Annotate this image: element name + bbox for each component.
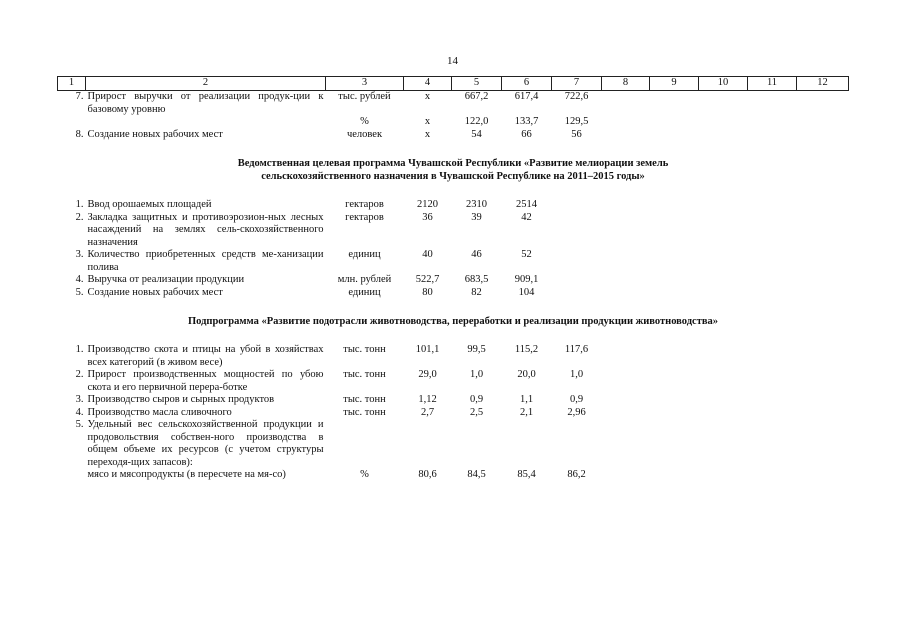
indicator-name: Количество приобретенных средств ме-ханизации полива: [87, 249, 324, 273]
empty-cell: [699, 407, 748, 420]
empty-cell: [650, 344, 699, 369]
value-cell: 2,96: [567, 406, 586, 418]
column-number-2: 2: [86, 77, 326, 91]
value-cell: 52: [521, 249, 532, 260]
indicators-table: [57, 76, 849, 482]
section-melioration-line2: сельскохозяйственного назначения в Чувашской Республике на 2011–2015 годы»: [261, 171, 645, 182]
empty-cell: [602, 469, 650, 482]
column-number-9: 9: [650, 77, 699, 91]
unit-of-measure: единиц: [348, 286, 381, 298]
value-cell: 86,2: [567, 469, 586, 480]
row-number: 4.: [75, 274, 84, 285]
row-number: [58, 469, 86, 482]
value-cell: [552, 419, 602, 469]
value-cell: 1,12: [418, 394, 437, 405]
unit-of-measure: гектаров: [345, 211, 384, 223]
value-cell: 40: [422, 249, 433, 260]
empty-cell: [699, 274, 748, 287]
section-melioration-title: [58, 153, 849, 187]
row-number: 1.: [75, 344, 84, 355]
empty-cell: [797, 249, 849, 274]
empty-cell: [748, 407, 797, 420]
empty-cell: [748, 369, 797, 394]
empty-cell: [650, 419, 699, 469]
indicator-name: [86, 116, 326, 129]
value-cell: 85,4: [517, 469, 536, 480]
section-livestock: [58, 311, 849, 332]
column-number-1: 1: [58, 77, 86, 91]
empty-cell: [699, 469, 748, 482]
empty-cell: [797, 129, 849, 142]
table-row: [58, 129, 849, 142]
empty-cell: [797, 287, 849, 300]
value-cell: 42: [521, 211, 532, 223]
column-number-row: [58, 77, 849, 91]
indicator-name: Выручка от реализации продукции: [87, 274, 245, 285]
value-cell: х: [424, 91, 431, 102]
empty-cell: [650, 287, 699, 300]
column-number-6: 6: [502, 77, 552, 91]
unit-of-measure: тыс. тонн: [343, 369, 386, 380]
value-cell: х: [424, 128, 431, 140]
unit-of-measure: тыс. тонн: [343, 394, 386, 405]
row-number: 3.: [75, 394, 84, 405]
row-number: 5.: [75, 419, 84, 430]
empty-cell: [699, 116, 748, 129]
value-cell: 29,0: [418, 369, 437, 380]
empty-cell: [602, 91, 650, 117]
value-cell: [552, 274, 602, 287]
indicator-name: Производство масла сливочного: [87, 406, 232, 418]
column-number-11: 11: [748, 77, 797, 91]
table-row: [58, 116, 849, 129]
value-cell: 133,7: [514, 116, 539, 127]
table-row: [58, 199, 849, 212]
value-cell: х: [424, 116, 431, 127]
empty-cell: [797, 274, 849, 287]
empty-cell: [748, 199, 797, 212]
empty-cell: [748, 212, 797, 250]
value-cell: 2514: [516, 199, 537, 210]
value-cell: 1,0: [569, 369, 584, 380]
empty-cell: [699, 369, 748, 394]
value-cell: 0,9: [569, 394, 584, 405]
value-cell: 522,7: [415, 274, 440, 285]
spacer-cell: [58, 141, 849, 153]
empty-cell: [650, 274, 699, 287]
spacer-row: [58, 299, 849, 311]
table-row: [58, 419, 849, 469]
empty-cell: [650, 212, 699, 250]
empty-cell: [650, 91, 699, 117]
spacer-row: [58, 187, 849, 199]
empty-cell: [797, 407, 849, 420]
empty-cell: [602, 274, 650, 287]
empty-cell: [748, 469, 797, 482]
row-number: [58, 116, 86, 129]
empty-cell: [650, 116, 699, 129]
empty-cell: [602, 116, 650, 129]
table-row: [58, 407, 849, 420]
section-melioration-line1: Ведомственная целевая программа Чувашской Республики «Развитие мелиорации земель: [237, 158, 669, 169]
table-row: [58, 369, 849, 394]
empty-cell: [650, 369, 699, 394]
column-number-12: 12: [797, 77, 849, 91]
row-number: 8.: [75, 128, 84, 140]
value-cell: 117,6: [564, 344, 589, 355]
spacer-cell: [58, 187, 849, 199]
empty-cell: [797, 116, 849, 129]
table-row: [58, 91, 849, 117]
row-number: 3.: [75, 249, 84, 260]
empty-cell: [699, 394, 748, 407]
column-number-3: 3: [326, 77, 404, 91]
indicator-name: Удельный вес сельскохозяйственной продукции и продовольствия собствен-ного производства в общем объеме их ресурсов (с учетом структуры переходя-щих запасов):: [87, 419, 324, 468]
value-cell: 66: [521, 128, 532, 140]
spacer-cell: [58, 299, 849, 311]
empty-cell: [797, 369, 849, 394]
value-cell: 54: [471, 128, 482, 140]
empty-cell: [650, 394, 699, 407]
value-cell: 39: [471, 211, 482, 223]
spacer-cell: [58, 332, 849, 344]
indicator-name: Создание новых рабочих мест: [87, 286, 223, 298]
table-row: [58, 274, 849, 287]
empty-cell: [797, 212, 849, 250]
value-cell: 80,6: [418, 469, 437, 480]
section-livestock-line1: Подпрограмма «Развитие подотрасли животноводства, переработки и реализации продукции животноводства»: [187, 316, 719, 327]
row-number: 4.: [75, 406, 84, 418]
value-cell: 80: [422, 286, 433, 298]
value-cell: 722,6: [564, 91, 589, 102]
indicator-name: Ввод орошаемых площадей: [87, 199, 212, 210]
value-cell: 617,4: [514, 91, 539, 102]
value-cell: 1,0: [469, 369, 484, 380]
empty-cell: [748, 419, 797, 469]
value-cell: 82: [471, 286, 482, 298]
unit-of-measure: гектаров: [345, 199, 384, 210]
value-cell: [552, 199, 602, 212]
value-cell: 46: [471, 249, 482, 260]
empty-cell: [602, 394, 650, 407]
value-cell: 122,0: [464, 116, 489, 127]
unit-of-measure: тыс. тонн: [343, 344, 386, 355]
indicator-name: мясо и мясопродукты (в пересчете на мя-со): [87, 469, 286, 480]
empty-cell: [748, 394, 797, 407]
row-number: 2.: [75, 369, 84, 380]
empty-cell: [797, 91, 849, 117]
empty-cell: [797, 199, 849, 212]
empty-cell: [748, 344, 797, 369]
table-row: [58, 394, 849, 407]
table-row: [58, 249, 849, 274]
empty-cell: [650, 407, 699, 420]
empty-cell: [602, 369, 650, 394]
value-cell: 2120: [417, 199, 438, 210]
value-cell: 129,5: [564, 116, 589, 127]
value-cell: [552, 249, 602, 274]
empty-cell: [699, 212, 748, 250]
empty-cell: [748, 274, 797, 287]
row-number: 2.: [75, 211, 84, 223]
empty-cell: [602, 249, 650, 274]
empty-cell: [797, 469, 849, 482]
table-row: [58, 287, 849, 300]
value-cell: 99,5: [467, 344, 486, 355]
empty-cell: [797, 344, 849, 369]
empty-cell: [699, 419, 748, 469]
empty-cell: [797, 419, 849, 469]
indicator-name: Производство скота и птицы на убой в хозяйствах всех категорий (в живом весе): [87, 344, 324, 368]
empty-cell: [602, 129, 650, 142]
unit-of-measure: единиц: [348, 249, 381, 260]
table-row: [58, 344, 849, 369]
value-cell: [452, 419, 502, 469]
value-cell: 683,5: [464, 274, 489, 285]
empty-cell: [699, 249, 748, 274]
empty-cell: [748, 287, 797, 300]
indicator-name: Создание новых рабочих мест: [87, 128, 223, 140]
row-number: 5.: [75, 286, 84, 298]
unit-of-measure: %: [360, 116, 369, 127]
empty-cell: [699, 344, 748, 369]
empty-cell: [699, 199, 748, 212]
table-row: [58, 212, 849, 250]
column-number-5: 5: [452, 77, 502, 91]
column-number-7: 7: [552, 77, 602, 91]
value-cell: 2310: [466, 199, 487, 210]
empty-cell: [602, 287, 650, 300]
empty-cell: [699, 287, 748, 300]
column-number-8: 8: [602, 77, 650, 91]
value-cell: 667,2: [464, 91, 489, 102]
value-cell: 36: [422, 211, 433, 223]
unit-of-measure: человек: [346, 128, 383, 140]
empty-cell: [650, 249, 699, 274]
unit-of-measure: [326, 419, 404, 469]
value-cell: 1,1: [519, 394, 534, 405]
row-number: 1.: [75, 199, 84, 210]
value-cell: 104: [518, 286, 535, 298]
page-number: 14: [447, 55, 458, 67]
unit-of-measure: тыс. рублей: [338, 91, 391, 102]
indicator-name: Прирост производственных мощностей по убою скота и его первичной перера-ботке: [87, 369, 324, 393]
value-cell: 56: [571, 128, 582, 140]
indicator-name: Производство сыров и сырных продуктов: [87, 394, 275, 405]
empty-cell: [748, 129, 797, 142]
spacer-row: [58, 332, 849, 344]
value-cell: 115,2: [514, 344, 539, 355]
value-cell: 20,0: [517, 369, 536, 380]
value-cell: [404, 419, 452, 469]
value-cell: 0,9: [469, 394, 484, 405]
empty-cell: [602, 199, 650, 212]
value-cell: 2,1: [519, 406, 534, 418]
unit-of-measure: %: [360, 469, 369, 480]
column-number-10: 10: [699, 77, 748, 91]
empty-cell: [602, 344, 650, 369]
value-cell: [502, 419, 552, 469]
section-melioration: [58, 153, 849, 187]
value-cell: 909,1: [514, 274, 539, 285]
empty-cell: [699, 129, 748, 142]
empty-cell: [602, 212, 650, 250]
row-number: 7.: [75, 91, 84, 102]
value-cell: 2,5: [469, 406, 484, 418]
value-cell: 101,1: [415, 344, 440, 355]
empty-cell: [650, 199, 699, 212]
empty-cell: [650, 129, 699, 142]
spacer-row: [58, 141, 849, 153]
empty-cell: [650, 469, 699, 482]
value-cell: 84,5: [467, 469, 486, 480]
indicator-name: Прирост выручки от реализации продук-ции к базовому уровню: [87, 91, 324, 115]
empty-cell: [748, 91, 797, 117]
column-number-4: 4: [404, 77, 452, 91]
empty-cell: [699, 91, 748, 117]
value-cell: 2,7: [420, 406, 435, 418]
empty-cell: [797, 394, 849, 407]
unit-of-measure: тыс. тонн: [343, 406, 386, 418]
section-livestock-title: [58, 311, 849, 332]
empty-cell: [748, 116, 797, 129]
empty-cell: [602, 407, 650, 420]
empty-cell: [602, 419, 650, 469]
indicator-name: Закладка защитных и противоэрозион-ных лесных насаждений на землях сель-скохозяйственного назначения: [87, 211, 324, 248]
unit-of-measure: млн. рублей: [337, 274, 392, 285]
value-cell: [552, 287, 602, 300]
value-cell: [552, 212, 602, 250]
table-row: [58, 469, 849, 482]
empty-cell: [748, 249, 797, 274]
